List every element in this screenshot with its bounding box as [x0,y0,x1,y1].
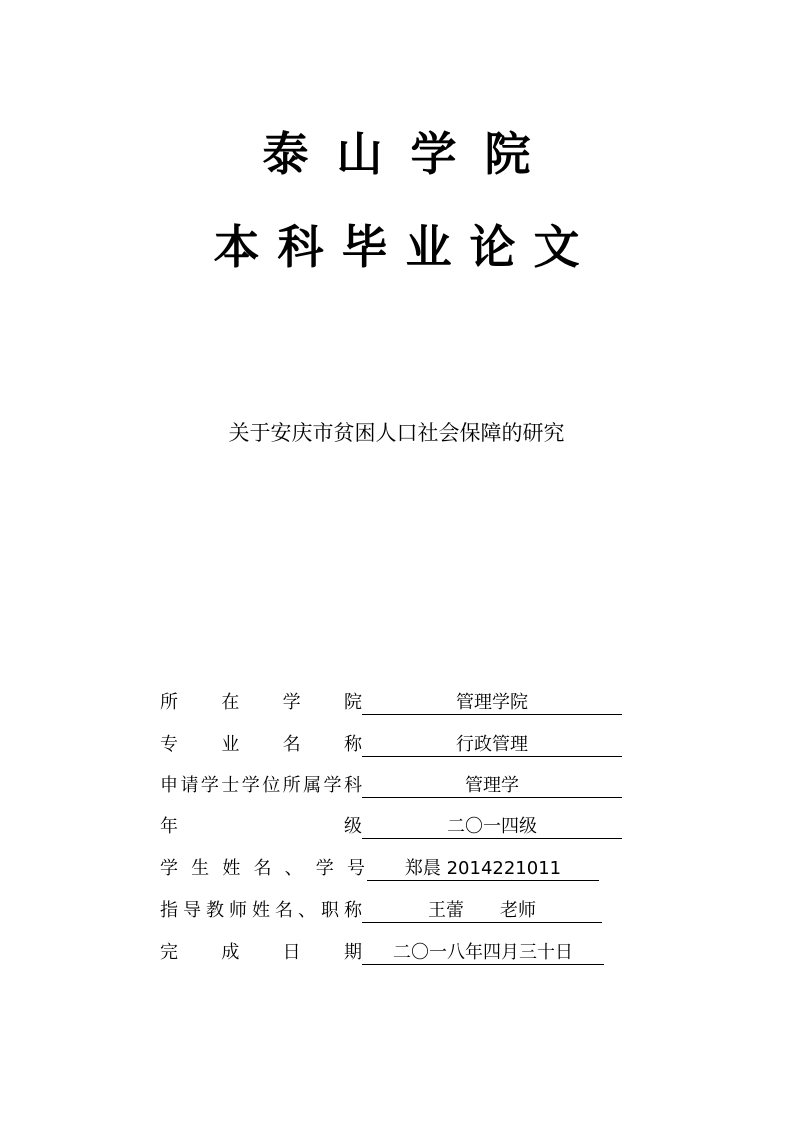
label-char: 职 [321,900,339,921]
label-char: 教 [206,900,224,921]
degree-discipline-value: 管理学 [362,771,622,798]
college-label [160,688,362,718]
major-value: 行政管理 [362,730,622,757]
student-label [160,854,365,884]
label-char: 姓 [252,900,270,921]
label-char: 称 [343,734,362,755]
major-label [160,730,362,760]
label-char: 位 [262,775,281,796]
label-char: 称 [344,900,362,921]
label-char: 日 [282,942,301,963]
label-char: 年 [160,816,178,837]
label-char: 请 [180,775,199,796]
label-char: 学 [160,858,178,879]
label-char: 属 [303,775,322,796]
label-char: 学 [241,775,260,796]
label-char: 士 [221,775,240,796]
label-char: 科 [343,775,362,796]
label-char: 导 [183,900,201,921]
label-char: 学 [323,775,342,796]
label-char: 、 [298,900,316,921]
label-char: 申 [160,775,178,796]
label-char: 学 [315,858,334,879]
advisor-value: 王蕾 老师 [362,896,602,923]
school-name: 泰山学院 [262,127,559,181]
label-char: 号 [346,858,365,879]
label-char: 级 [344,816,362,837]
label-char: 学 [200,775,219,796]
completion-date-value: 二〇一八年四月三十日 [362,938,604,965]
document-type: 本科毕业论文 [213,220,598,274]
label-char: 生 [191,858,210,879]
label-char: 学 [282,692,301,713]
label-char: 完 [160,942,178,963]
college-value: 管理学院 [362,688,622,715]
label-char: 所 [160,692,178,713]
advisor-label [160,896,362,926]
label-char: 师 [229,900,247,921]
label-char: 、 [284,858,303,879]
label-char: 名 [275,900,293,921]
label-char: 院 [343,692,362,713]
label-char: 所 [282,775,301,796]
completion-date-label [160,938,362,968]
label-char: 名 [282,734,301,755]
degree-discipline-label [160,771,362,801]
grade-value: 二〇一四级 [362,812,622,839]
label-char: 专 [160,734,178,755]
grade-label [160,812,362,842]
thesis-title: 关于安庆市贫困人口社会保障的研究 [228,421,565,445]
label-char: 成 [221,942,240,963]
label-char: 业 [221,734,240,755]
label-char: 在 [221,692,240,713]
label-char: 名 [253,858,272,879]
label-char: 期 [343,942,362,963]
label-char: 姓 [222,858,241,879]
student-value: 郑晨 2014221011 [367,854,599,881]
label-char: 指 [160,900,178,921]
